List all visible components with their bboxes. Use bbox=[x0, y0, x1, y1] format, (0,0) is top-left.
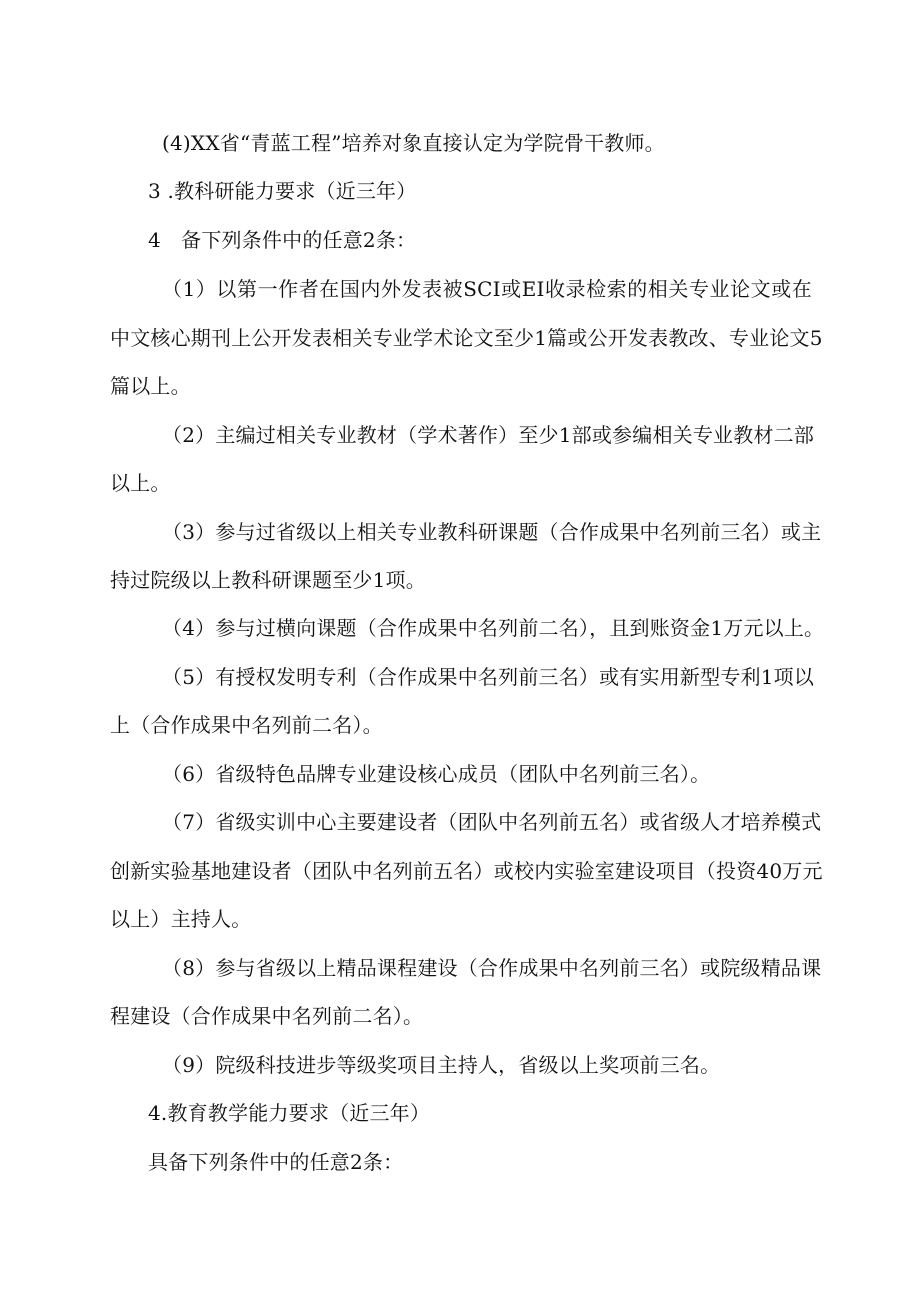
list-item-line: （2）主编过相关专业教材（学术著作）至少1部或参编相关专业教材二部 bbox=[162, 423, 815, 447]
list-item-line: 上（合作成果中名列前二名）。 bbox=[110, 713, 383, 737]
list-item-line: 程建设（合作成果中名列前二名）。 bbox=[110, 1004, 424, 1028]
list-item-line: （7）省级实训中心主要建设者（团队中名列前五名）或省级人才培养模式 bbox=[162, 810, 822, 834]
section-heading: 4.教育教学能力要求（近三年） bbox=[148, 1101, 431, 1125]
list-item-line: 创新实验基地建设者（团队中名列前五名）或校内实验室建设项目（投资40万元 bbox=[110, 859, 823, 883]
list-item-line: 篇以上。 bbox=[110, 374, 191, 398]
list-item-line: （8）参与省级以上精品课程建设（合作成果中名列前三名）或院级精品课 bbox=[162, 956, 822, 980]
list-item-line: （3）参与过省级以上相关专业教科研课题（合作成果中名列前三名）或主 bbox=[162, 520, 822, 544]
paragraph-line: 具备下列条件中的任意2条： bbox=[148, 1150, 404, 1174]
list-item-line: （6）省级特色品牌专业建设核心成员（团队中名列前三名）。 bbox=[162, 762, 711, 786]
paragraph-line: (4)XX省“青蓝工程”培养对象直接认定为学院骨干教师。 bbox=[162, 131, 665, 155]
list-item-line: （5）有授权发明专利（合作成果中名列前三名）或有实用新型专利1项以 bbox=[162, 665, 815, 689]
list-item-line: （9）院级科技进步等级奖项目主持人，省级以上奖项前三名。 bbox=[162, 1053, 721, 1077]
list-item-line: 以上。 bbox=[110, 471, 171, 495]
list-item-line: 中文核心期刊上公开发表相关专业学术论文至少1篇或公开发表教改、专业论文5 bbox=[110, 326, 823, 350]
list-item-line: 持过院级以上教科研课题至少1项。 bbox=[110, 568, 426, 592]
list-item-line: （4）参与过横向课题（合作成果中名列前二名），且到账资金1万元以上。 bbox=[162, 616, 825, 640]
list-item-line: 以上）主持人。 bbox=[110, 907, 252, 931]
paragraph-line: 4 备下列条件中的任意2条： bbox=[148, 228, 417, 252]
section-heading: 3 .教科研能力要求（近三年） bbox=[148, 179, 417, 203]
list-item-line: （1）以第一作者在国内外发表被SCI或EI收录检索的相关专业论文或在 bbox=[162, 277, 812, 301]
